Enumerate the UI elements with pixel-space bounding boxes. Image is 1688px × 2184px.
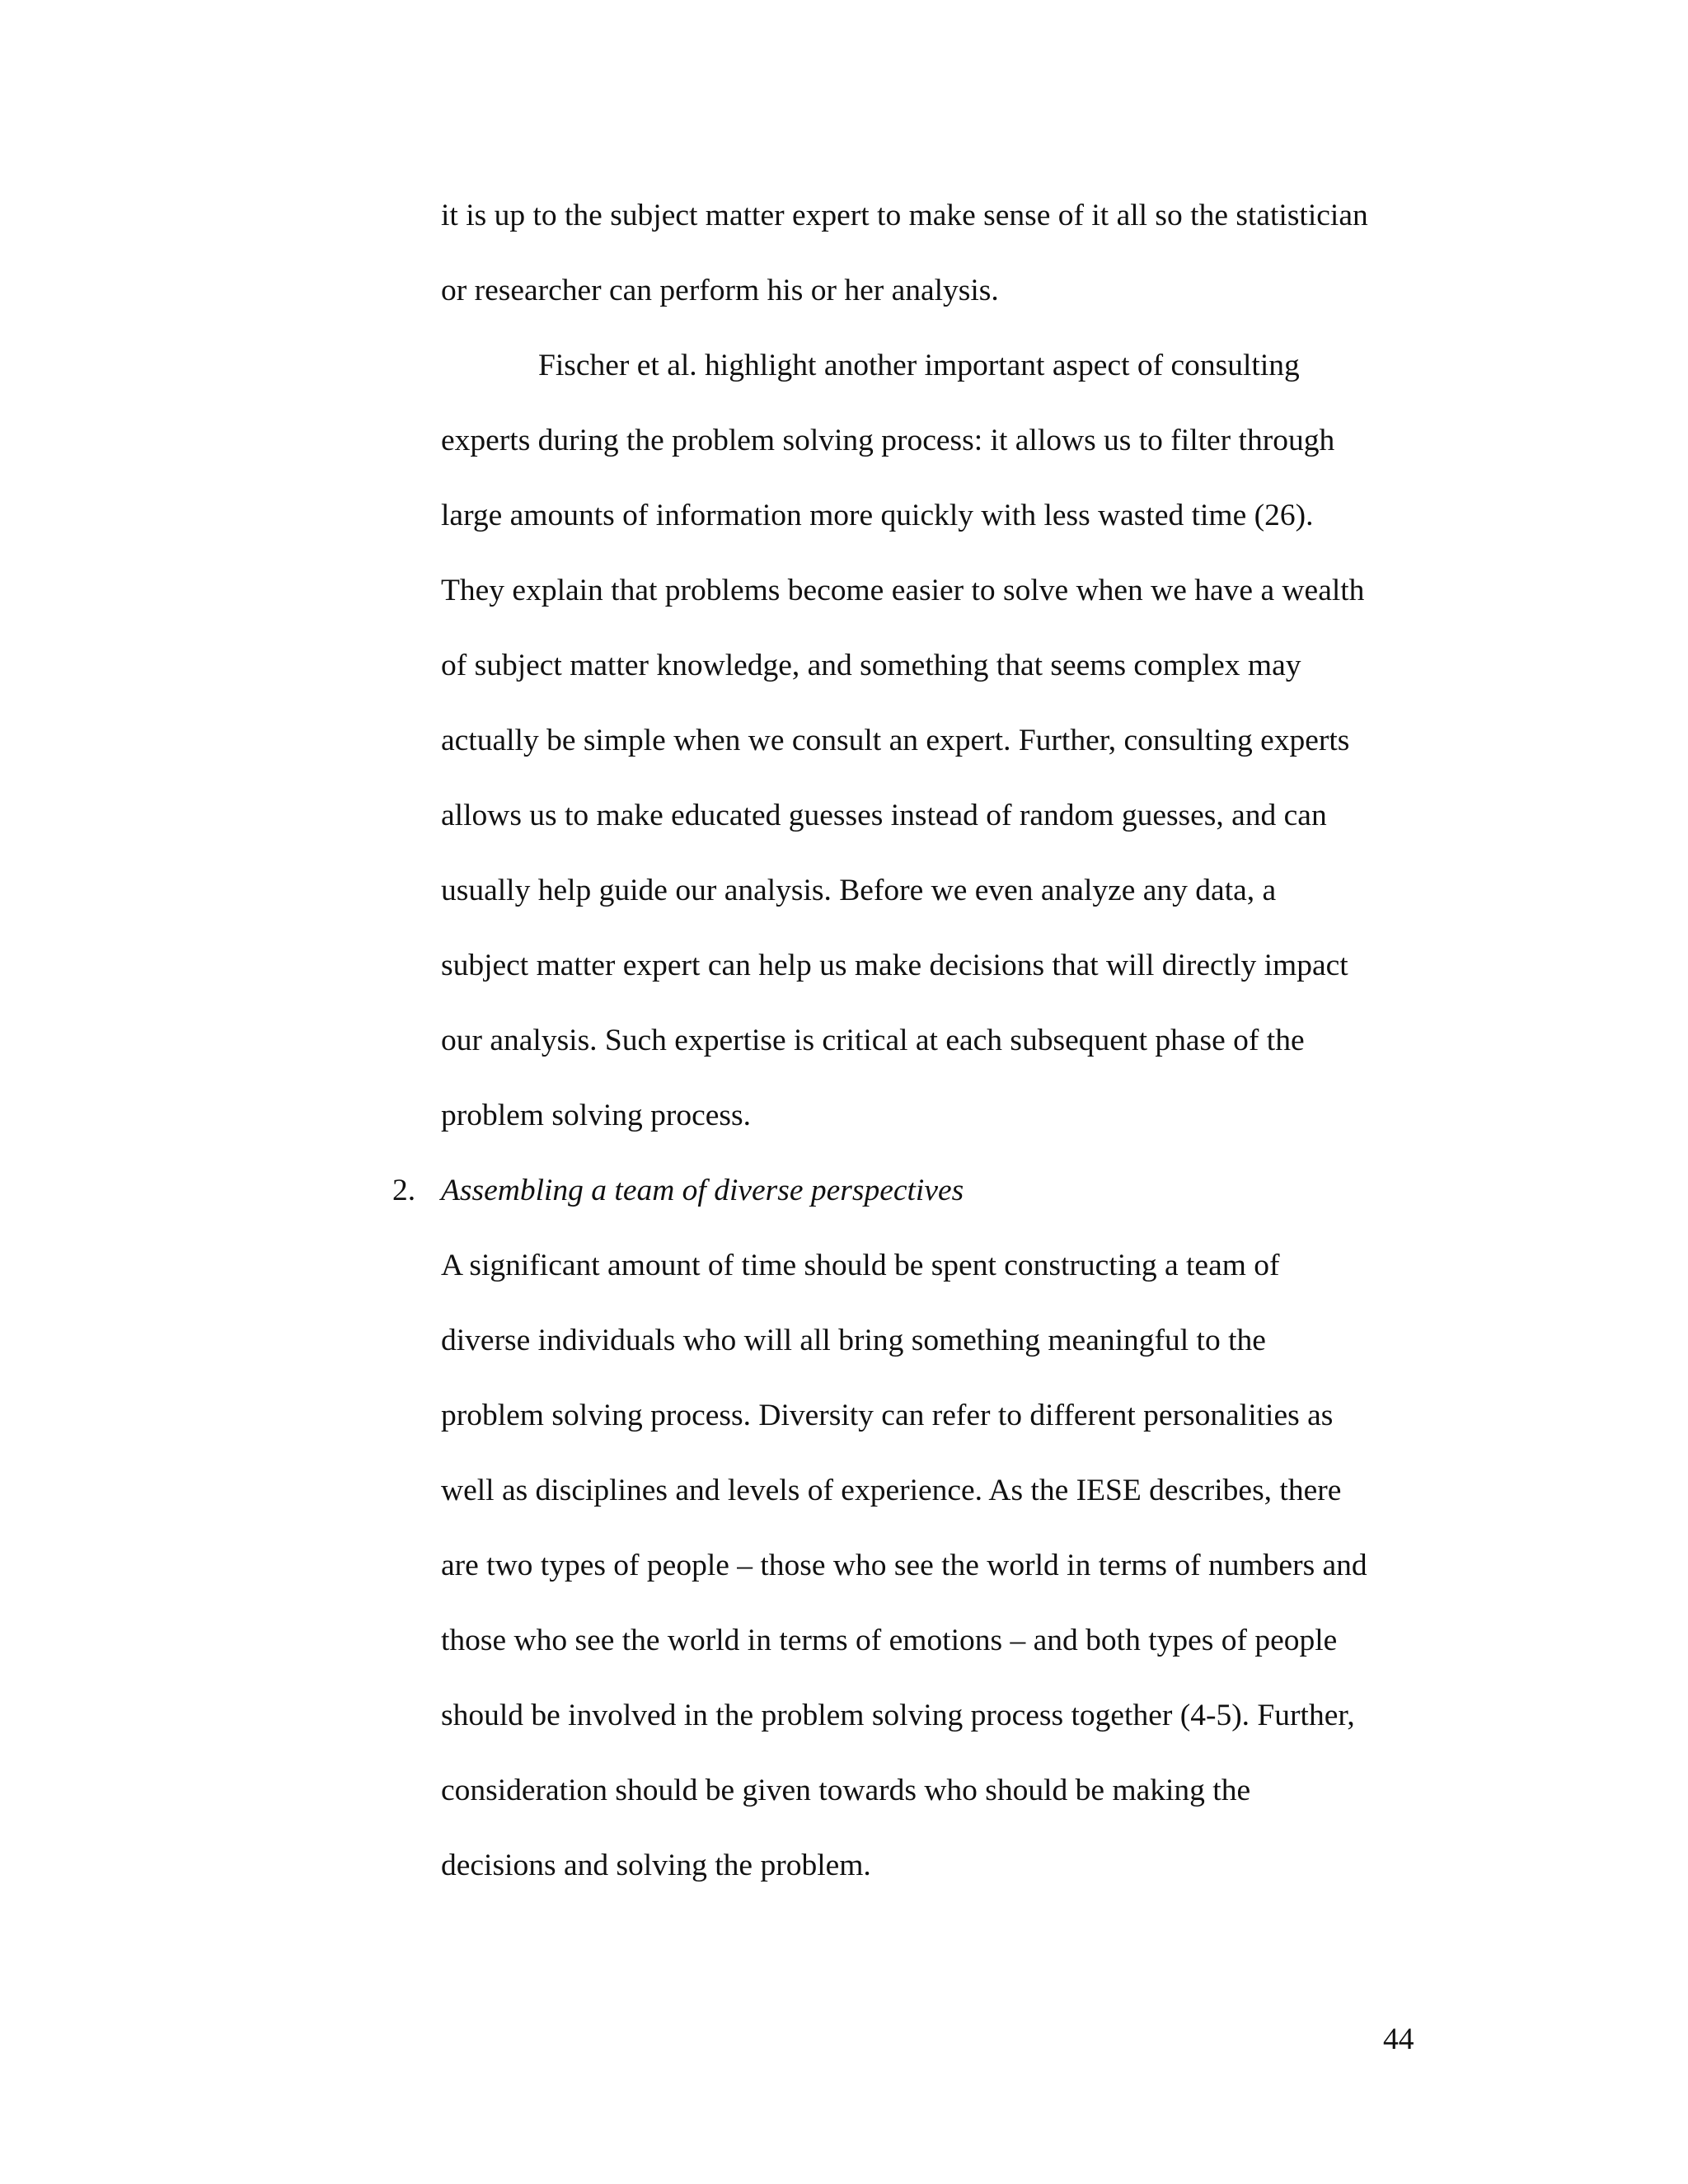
- text-line: should be involved in the problem solving process together (4-5). Further,: [441, 1699, 1355, 1732]
- text-line: large amounts of information more quickly with less wasted time (26).: [441, 499, 1314, 532]
- page-number: 44: [1383, 2022, 1414, 2056]
- text-line: actually be simple when we consult an expert. Further, consulting experts: [441, 724, 1350, 757]
- text-line: of subject matter knowledge, and something that seems complex may: [441, 649, 1301, 682]
- text-line: usually help guide our analysis. Before we even analyze any data, a: [441, 874, 1277, 907]
- text-line: diverse individuals who will all bring something meaningful to the: [441, 1324, 1266, 1357]
- text-line: those who see the world in terms of emotions – and both types of people: [441, 1624, 1338, 1657]
- text-line: experts during the problem solving process: it allows us to filter through: [441, 424, 1335, 457]
- text-line: They explain that problems become easier to solve when we have a wealth: [441, 574, 1365, 607]
- text-line: consideration should be given towards who should be making the: [441, 1774, 1251, 1807]
- text-line: our analysis. Such expertise is critical at each subsequent phase of the: [441, 1024, 1305, 1057]
- text-line: well as disciplines and levels of experience. As the IESE describes, there: [441, 1474, 1342, 1507]
- text-line: decisions and solving the problem.: [441, 1849, 871, 1882]
- paragraph-first-line: Fischer et al. highlight another important aspect of consulting: [538, 349, 1300, 382]
- text-line: are two types of people – those who see the world in terms of numbers and: [441, 1549, 1367, 1582]
- text-line: problem solving process. Diversity can refer to different personalities as: [441, 1399, 1334, 1432]
- text-line: subject matter expert can help us make decisions that will directly impact: [441, 949, 1348, 982]
- text-line: or researcher can perform his or her analysis.: [441, 274, 999, 307]
- list-item-title: Assembling a team of diverse perspectives: [441, 1174, 964, 1207]
- list-item-number: 2.: [392, 1174, 416, 1207]
- text-line: A significant amount of time should be spent constructing a team of: [441, 1249, 1280, 1282]
- text-line: allows us to make educated guesses instead of random guesses, and can: [441, 799, 1327, 832]
- text-line: problem solving process.: [441, 1099, 751, 1132]
- text-line: it is up to the subject matter expert to make sense of it all so the statistician: [441, 199, 1368, 232]
